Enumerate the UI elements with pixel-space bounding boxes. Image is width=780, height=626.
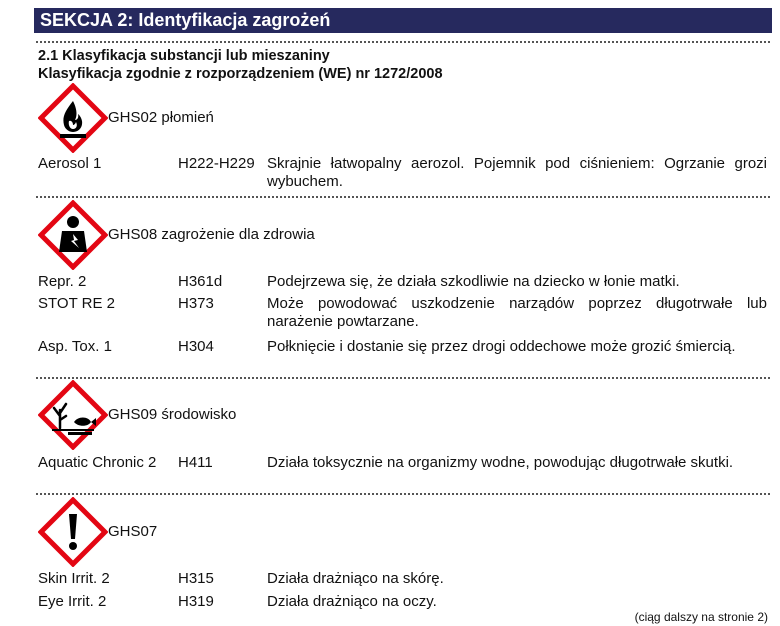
exclamation-icon (38, 497, 108, 567)
regulation-title: Klasyfikacja zgodnie z rozporządzeniem (WE) nr 1272/2008 (38, 66, 443, 82)
hazard-statement: Podejrzewa się, że działa szkodliwie na dziecko w łonie matki. (267, 273, 680, 290)
divider (36, 377, 770, 379)
hazard-class: Aquatic Chronic 2 (38, 454, 157, 471)
section-header: SEKCJA 2: Identyfikacja zagrożeń (34, 8, 772, 33)
hazard-code: H373 (178, 295, 214, 312)
hazard-class: STOT RE 2 (38, 295, 115, 312)
hazard-code: H411 (178, 454, 213, 471)
hazard-class: Repr. 2 (38, 273, 87, 290)
hazard-class: Skin Irrit. 2 (38, 570, 110, 587)
hazard-statement: Skrajnie łatwopalny aerozol. Pojemnik pod ciśnieniem: Ogrzanie grozi wybuchem. (267, 155, 767, 190)
hazard-statement: Działa drażniąco na oczy. (267, 593, 437, 610)
page-continuation-note: (ciąg dalszy na stronie 2) (634, 610, 768, 624)
hazard-label: GHS09 środowisko (108, 406, 237, 423)
hazard-class: Asp. Tox. 1 (38, 338, 112, 355)
hazard-code: H315 (178, 570, 214, 587)
hazard-code: H361d (178, 273, 223, 290)
hazard-label: GHS07 (108, 523, 158, 540)
hazard-code: H222-H229 (178, 155, 255, 172)
hazard-label: GHS02 płomień (108, 109, 214, 126)
hazard-class: Eye Irrit. 2 (38, 593, 107, 610)
divider (36, 196, 770, 198)
hazard-statement: Działa toksycznie na organizmy wodne, powodując długotrwałe skutki. (267, 454, 734, 471)
divider (36, 493, 770, 495)
flame-icon (38, 83, 108, 153)
divider (36, 41, 770, 43)
hazard-code: H304 (178, 338, 214, 355)
hazard-statement: Działa drażniąco na skórę. (267, 570, 444, 587)
health-hazard-icon (38, 200, 108, 270)
hazard-statement: Może powodować uszkodzenie narządów poprzez długotrwałe lub narażenie powtarzane. (267, 295, 767, 330)
environment-icon (38, 380, 108, 450)
hazard-label: GHS08 zagrożenie dla zdrowia (108, 226, 315, 243)
hazard-code: H319 (178, 593, 214, 610)
subsection-title: 2.1 Klasyfikacja substancji lub mieszaniny (38, 48, 330, 64)
hazard-class: Aerosol 1 (38, 155, 102, 172)
hazard-statement: Połknięcie i dostanie się przez drogi oddechowe może grozić śmiercią. (267, 338, 736, 355)
